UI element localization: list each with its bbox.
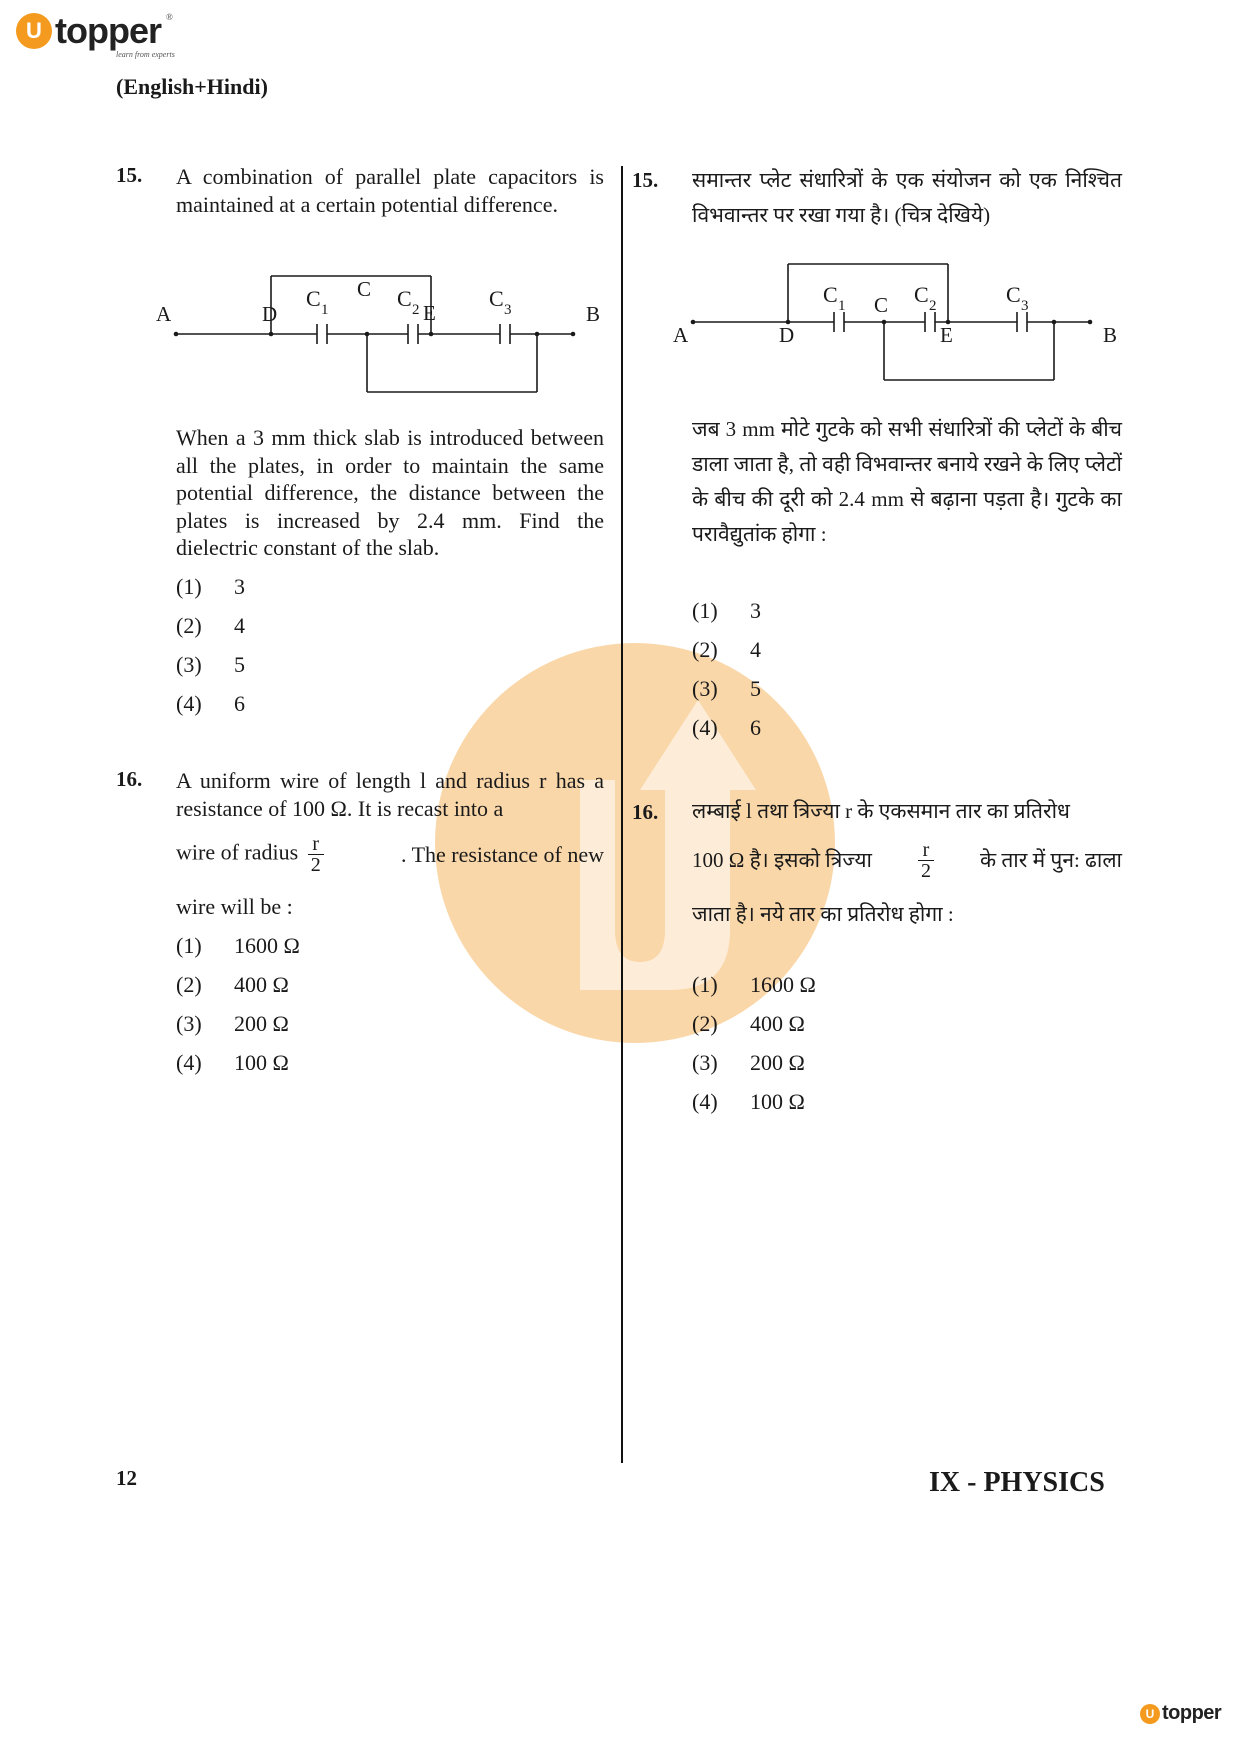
hi-q16-option-1[interactable]	[692, 965, 816, 1004]
fraction-numerator: r	[922, 839, 930, 861]
en-q15-option-3[interactable]	[176, 645, 245, 684]
option-number: (1)	[692, 972, 718, 997]
en-q15-number: 15.	[116, 163, 143, 187]
language-label: (English+Hindi)	[116, 74, 268, 99]
option-number: (2)	[692, 637, 718, 662]
node-label-e: E	[940, 323, 953, 347]
hi-q16-option-2[interactable]	[692, 1004, 816, 1043]
option-number: (2)	[176, 972, 202, 997]
option-value: 400 Ω	[750, 1011, 805, 1036]
node-label-b: B	[586, 302, 601, 326]
option-number: (2)	[692, 1011, 718, 1036]
cap-label-c2: C	[397, 286, 412, 311]
subject-label: IX - PHYSICS	[929, 1467, 1105, 1498]
en-q16-option-4[interactable]	[176, 1043, 300, 1082]
en-q16-number: 16.	[116, 767, 143, 791]
node-label-c: C	[874, 293, 889, 317]
hi-q16-option-3[interactable]	[692, 1043, 816, 1082]
fraction-denominator: 2	[310, 854, 321, 876]
hi-q15-number: 15.	[632, 168, 659, 192]
option-value: 5	[750, 676, 761, 701]
hi-q16-part3: जाता है। नये तार का प्रतिरोध होगा :	[692, 902, 954, 926]
column-divider	[621, 166, 623, 1463]
cap-label-c3: C	[489, 286, 504, 311]
hi-q16-line2	[692, 840, 1122, 881]
option-value: 100 Ω	[234, 1050, 289, 1075]
cap-label-c2: C	[914, 282, 929, 307]
en-q16-options	[176, 926, 300, 1082]
hi-q15-options	[692, 591, 761, 747]
hi-q16-part1: लम्बाई l तथा त्रिज्या r के एकसमान तार का प्रतिरोध	[692, 799, 1070, 823]
option-value: 4	[234, 613, 245, 638]
option-value: 200 Ω	[234, 1011, 289, 1036]
hi-q15-option-2[interactable]	[692, 630, 761, 669]
en-q15-option-4[interactable]	[176, 684, 245, 723]
cap-sub-2: 2	[412, 302, 420, 318]
fraction-denominator: 2	[920, 860, 931, 882]
en-q15-option-1[interactable]	[176, 567, 245, 606]
option-number: (1)	[176, 933, 202, 958]
option-value: 6	[234, 691, 245, 716]
en-q16-option-1[interactable]	[176, 926, 300, 965]
option-number: (1)	[176, 574, 202, 599]
cap-label-c1: C	[306, 286, 321, 311]
hi-circuit	[672, 258, 1122, 388]
hi-q15-option-1[interactable]	[692, 591, 761, 630]
hi-q15-option-3[interactable]	[692, 669, 761, 708]
cap-sub-1: 1	[321, 302, 329, 318]
option-value: 5	[234, 652, 245, 677]
en-q15-option-2[interactable]	[176, 606, 245, 645]
hi-q15-option-4[interactable]	[692, 708, 761, 747]
hi-q16-option-4[interactable]	[692, 1082, 816, 1121]
en-q16-part1: A uniform wire of length l and radius r has a resistance of 100 Ω. It is recast into a	[176, 768, 604, 821]
cap-label-c1: C	[823, 282, 838, 307]
option-value: 3	[234, 574, 245, 599]
en-q15-options	[176, 567, 245, 723]
cap-label-c3: C	[1006, 282, 1021, 307]
option-number: (3)	[692, 1050, 718, 1075]
hi-q15-intro: समान्तर प्लेट संधारित्रों के एक संयोजन को एक निश्चित विभवान्तर पर रखा गया है। (चित्र देखिये)	[692, 168, 1122, 227]
en-q16-part2a: wire of radius	[176, 839, 299, 865]
node-label-d: D	[779, 323, 795, 347]
hi-q16-options	[692, 965, 816, 1121]
option-value: 400 Ω	[234, 972, 289, 997]
page-number: 12	[116, 1466, 137, 1490]
option-number: (4)	[692, 715, 718, 740]
hi-q16-part2b: के तार में पुन: ढाला	[979, 848, 1122, 872]
en-q16-part3: wire will be :	[176, 894, 293, 919]
node-label-d: D	[262, 302, 278, 326]
option-value: 1600 Ω	[750, 972, 816, 997]
node-label-a: A	[156, 302, 172, 326]
en-q16-part2b: . The resistance of new	[400, 841, 604, 867]
hi-q16-number: 16.	[632, 800, 659, 824]
node-label-a: A	[673, 323, 689, 347]
brand-tagline: learn from experts	[116, 50, 175, 59]
option-value: 6	[750, 715, 761, 740]
option-value: 4	[750, 637, 761, 662]
en-q15-intro: A combination of parallel plate capacitors is maintained at a certain potential difference.	[176, 164, 604, 217]
en-q16-option-2[interactable]	[176, 965, 300, 1004]
brand-logo	[16, 10, 175, 59]
option-value: 3	[750, 598, 761, 623]
hi-q16-part2a: 100 Ω है। इसको त्रिज्या	[692, 848, 872, 872]
option-number: (3)	[176, 652, 202, 677]
brand-mark-icon: U	[16, 13, 52, 49]
option-number: (1)	[692, 598, 718, 623]
option-value: 200 Ω	[750, 1050, 805, 1075]
cap-sub-1: 1	[838, 298, 846, 314]
option-number: (4)	[176, 1050, 202, 1075]
node-label-b: B	[1103, 323, 1118, 347]
option-number: (4)	[176, 691, 202, 716]
en-q15-body: When a 3 mm thick slab is introduced between all the plates, in order to maintain the same potential difference, the distance between the plates is increased by 2.4 mm. Find the dielectric constant of the slab.	[176, 425, 604, 560]
option-number: (2)	[176, 613, 202, 638]
en-q16-fraction	[308, 834, 324, 875]
fraction-numerator: r	[312, 833, 320, 855]
en-q16-option-3[interactable]	[176, 1004, 300, 1043]
brand-registered: ®	[166, 12, 173, 22]
hi-q16-fraction	[918, 840, 934, 881]
node-label-e: E	[423, 301, 436, 325]
en-circuit	[155, 270, 605, 400]
footer-brand-logo	[1140, 1702, 1221, 1725]
option-value: 1600 Ω	[234, 933, 300, 958]
cap-sub-2: 2	[929, 298, 937, 314]
en-q16-line2	[176, 834, 604, 875]
brand-name: topper	[55, 10, 161, 51]
hi-q15-body: जब 3 mm मोटे गुटके को सभी संधारित्रों की प्लेटों के बीच डाला जाता है, तो वही विभवान्तर बनाये रखने के लिए प्लेटों के बीच की दूरी को 2.4 mm से बढ़ाना पड़ता है। गुटके का परावैद्युतांक होगा :	[692, 417, 1122, 546]
option-value: 100 Ω	[750, 1089, 805, 1114]
node-label-c: C	[357, 277, 372, 301]
footer-brand-name: topper	[1162, 1702, 1222, 1724]
option-number: (3)	[176, 1011, 202, 1036]
footer-brand-mark-icon: U	[1140, 1704, 1160, 1724]
cap-sub-3: 3	[504, 302, 512, 318]
cap-sub-3: 3	[1021, 298, 1029, 314]
option-number: (4)	[692, 1089, 718, 1114]
option-number: (3)	[692, 676, 718, 701]
